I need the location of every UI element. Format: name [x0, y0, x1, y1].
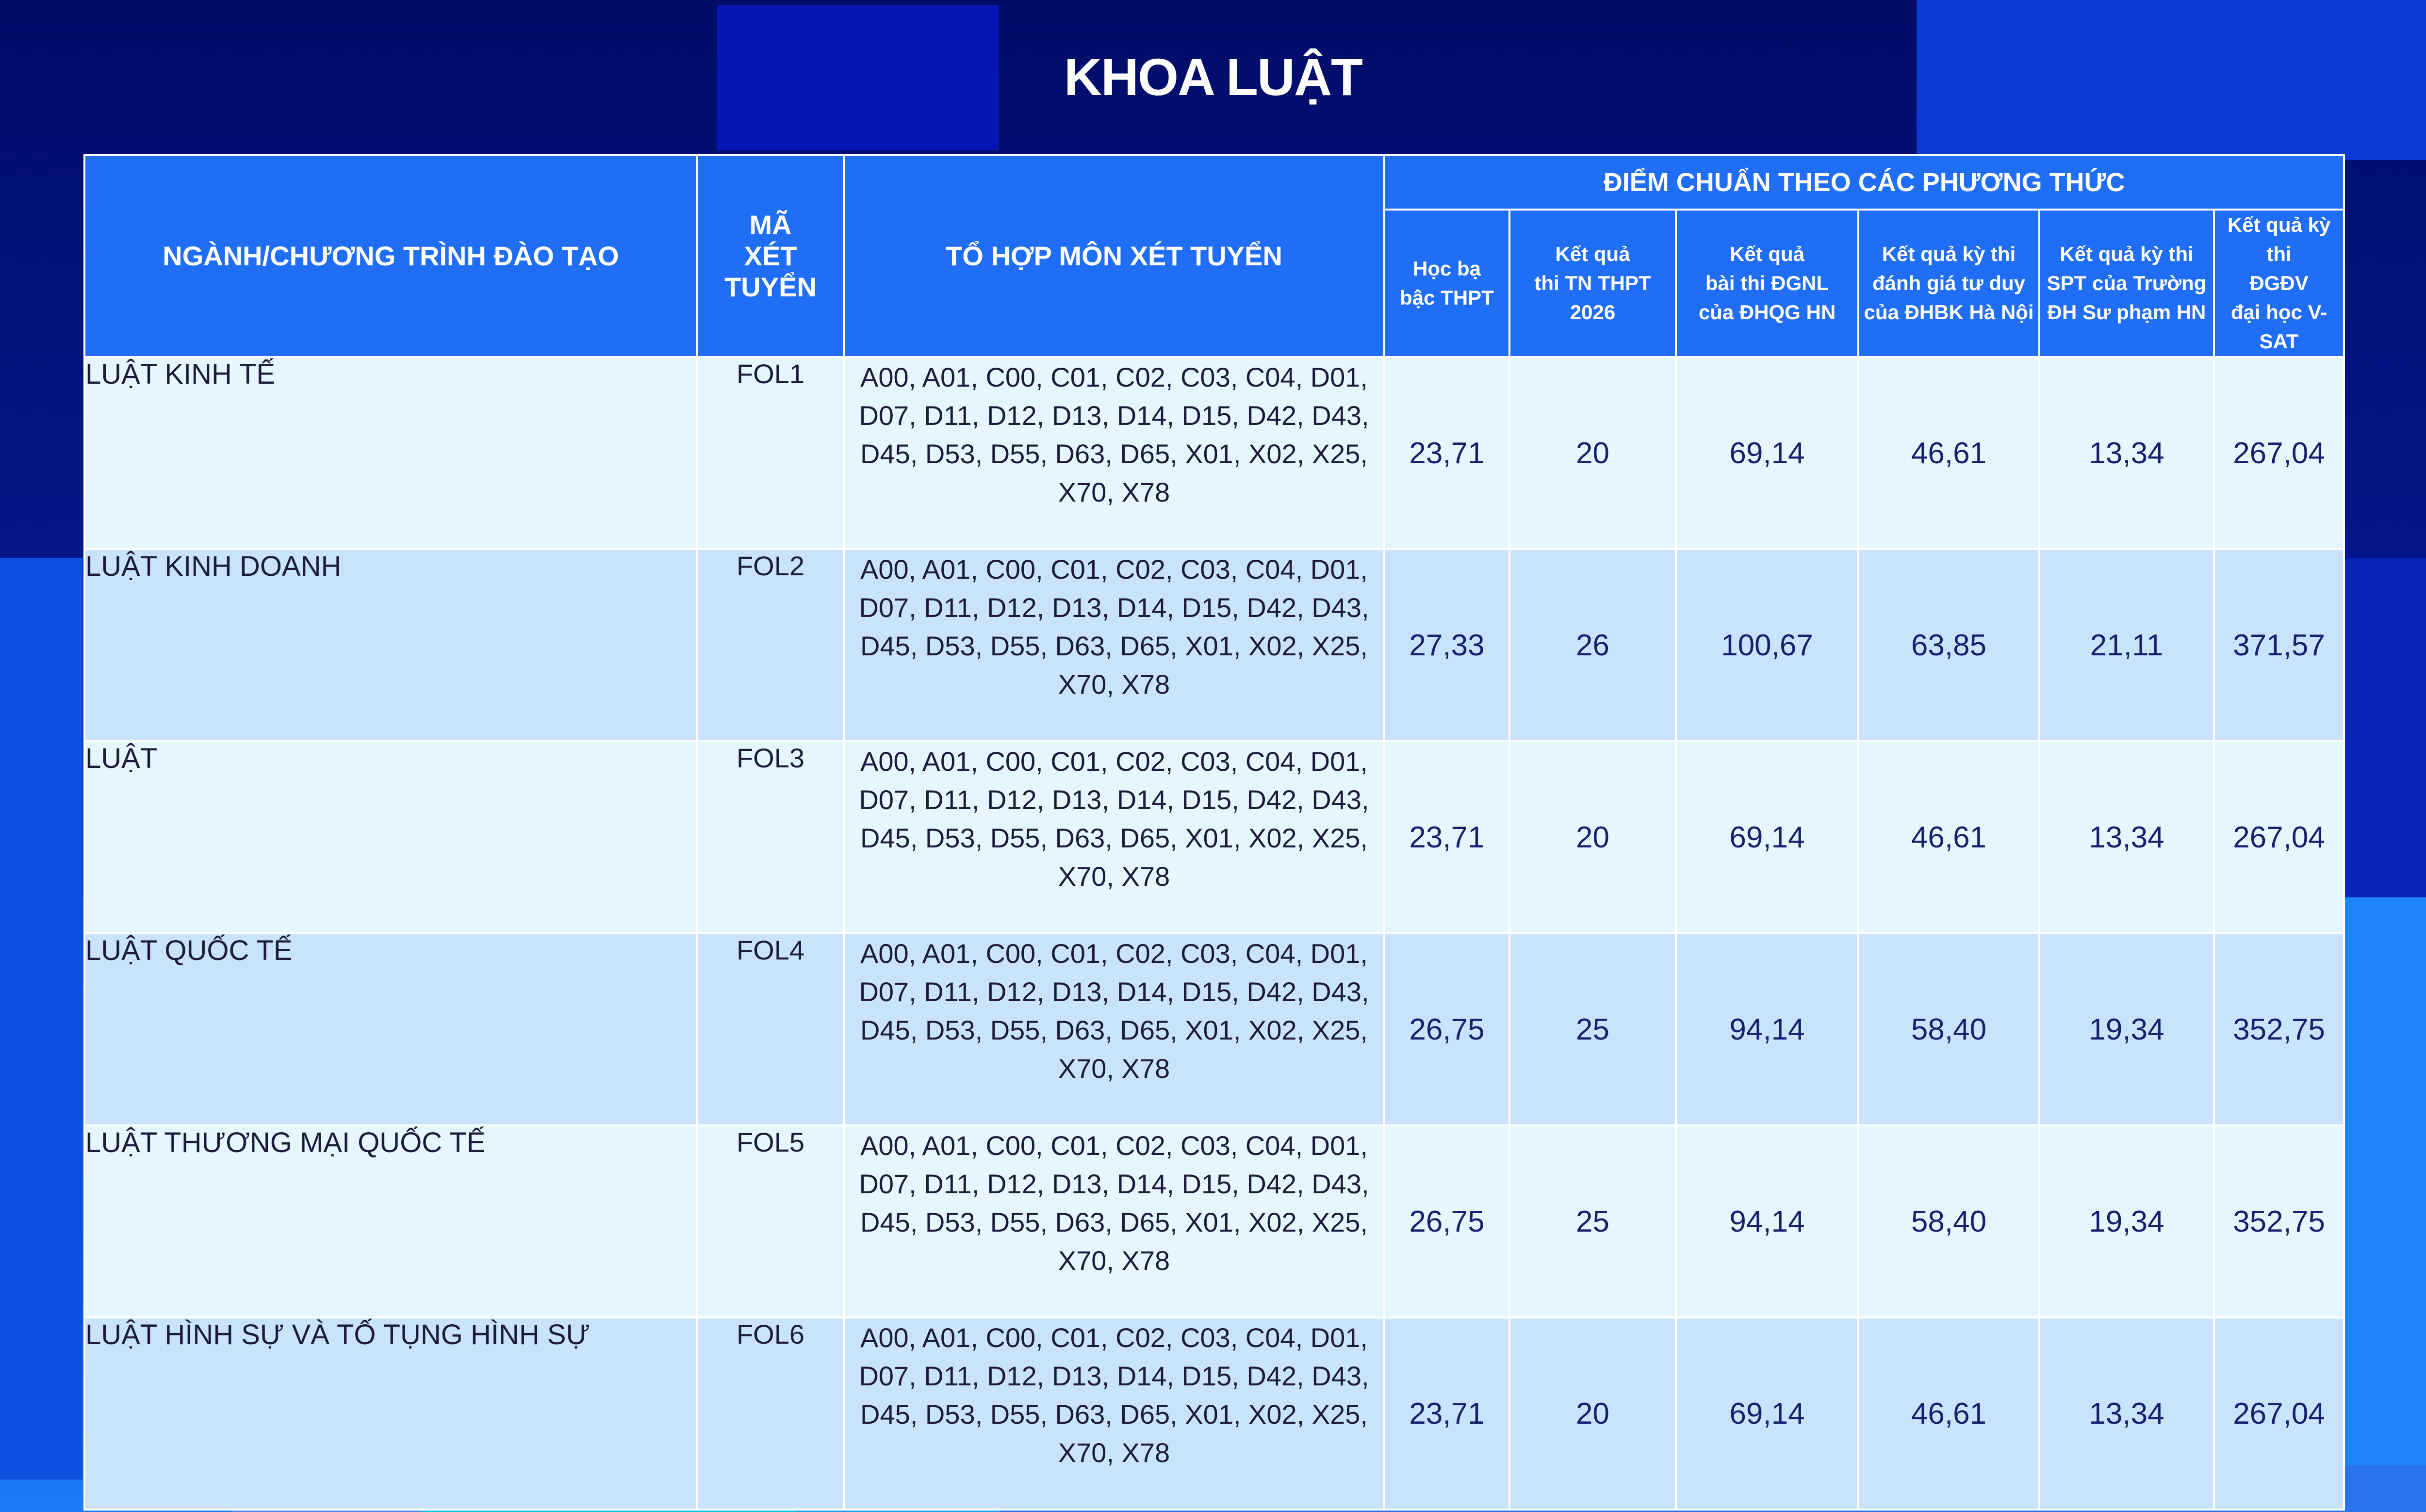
- combo-line: A00, A01, C00, C01, C02, C03, C04, D01,: [860, 554, 1368, 585]
- program-name: LUẬT QUỐC TẾ: [84, 933, 697, 1125]
- combo-line: A00, A01, C00, C01, C02, C03, C04, D01,: [860, 746, 1368, 777]
- score-cell: 46,61: [1858, 1317, 2039, 1510]
- combo-line: X70, X78: [1058, 669, 1170, 699]
- score-cell: 23,71: [1384, 741, 1509, 933]
- score-cell: 352,75: [2214, 1125, 2344, 1317]
- score-cell: 46,61: [1858, 357, 2039, 549]
- program-name: LUẬT KINH DOANH: [84, 549, 697, 741]
- score-cell: 69,14: [1676, 1317, 1858, 1510]
- score-cell: 23,71: [1384, 1317, 1509, 1510]
- combo-line: X70, X78: [1058, 1053, 1170, 1084]
- score-cell: 20: [1509, 1317, 1676, 1510]
- combo-line: D45, D53, D55, D63, D65, X01, X02, X25,: [860, 823, 1368, 853]
- subject-combos: [844, 549, 1384, 741]
- header-method: Học bạ bậc THPT: [1384, 210, 1509, 357]
- header-method: Kết quả kỳ thi SPT của Trường ĐH Sư phạm HN: [2039, 210, 2214, 357]
- combo-line: D07, D11, D12, D13, D14, D15, D42, D43,: [859, 976, 1369, 1007]
- score-cell: 371,57: [2214, 549, 2344, 741]
- table-row: [84, 357, 2344, 549]
- page-title: KHOA LUẬT: [1064, 48, 1362, 106]
- score-cell: 63,85: [1858, 549, 2039, 741]
- table-row: [84, 549, 2344, 741]
- score-cell: 19,34: [2039, 933, 2214, 1125]
- score-cell: 20: [1509, 357, 1676, 549]
- combo-line: D07, D11, D12, D13, D14, D15, D42, D43,: [859, 1169, 1369, 1199]
- program-code: FOL2: [697, 549, 844, 741]
- header-method: Kết quả bài thi ĐGNL của ĐHQG HN: [1676, 210, 1858, 357]
- header-method: Kết quả kỳ thi đánh giá tư duy của ĐHBK Hà Nội: [1858, 210, 2039, 357]
- program-name: LUẬT KINH TẾ: [84, 357, 697, 549]
- score-cell: 100,67: [1676, 549, 1858, 741]
- subject-combos: [844, 1125, 1384, 1317]
- score-cell: 20: [1509, 741, 1676, 933]
- table-row: [84, 1125, 2344, 1317]
- score-cell: 58,40: [1858, 1125, 2039, 1317]
- combo-line: D45, D53, D55, D63, D65, X01, X02, X25,: [860, 1015, 1368, 1045]
- score-cell: 27,33: [1384, 549, 1509, 741]
- score-cell: 267,04: [2214, 1317, 2344, 1510]
- header-method: Kết quả thi TN THPT 2026: [1509, 210, 1676, 357]
- combo-line: A00, A01, C00, C01, C02, C03, C04, D01,: [860, 1130, 1368, 1161]
- score-cell: 21,11: [2039, 549, 2214, 741]
- header-code: MÃ XÉT TUYỂN: [697, 155, 844, 357]
- program-code: FOL5: [697, 1125, 844, 1317]
- table-body: [84, 357, 2344, 1510]
- score-cell: 267,04: [2214, 741, 2344, 933]
- header-program: NGÀNH/CHƯƠNG TRÌNH ĐÀO TẠO: [84, 155, 697, 357]
- table-row: [84, 1317, 2344, 1510]
- combo-line: X70, X78: [1058, 1245, 1170, 1276]
- program-code: FOL3: [697, 741, 844, 933]
- header-method: Kết quả kỳ thi ĐGĐV đại học V-SAT: [2214, 210, 2344, 357]
- score-cell: 23,71: [1384, 357, 1509, 549]
- combo-line: D07, D11, D12, D13, D14, D15, D42, D43,: [859, 592, 1369, 623]
- header-score-methods: ĐIỂM CHUẨN THEO CÁC PHƯƠNG THỨC: [1384, 155, 2344, 210]
- subject-combos: [844, 357, 1384, 549]
- table-row: [84, 741, 2344, 933]
- combo-line: A00, A01, C00, C01, C02, C03, C04, D01,: [860, 938, 1368, 969]
- combo-line: D45, D53, D55, D63, D65, X01, X02, X25,: [860, 631, 1368, 661]
- program-code: FOL1: [697, 357, 844, 549]
- score-cell: 69,14: [1676, 357, 1858, 549]
- program-name: LUẬT HÌNH SỰ VÀ TỐ TỤNG HÌNH SỰ: [84, 1317, 697, 1510]
- subject-combos: [844, 1317, 1384, 1510]
- score-cell: 26,75: [1384, 933, 1509, 1125]
- score-cell: 46,61: [1858, 741, 2039, 933]
- score-cell: 267,04: [2214, 357, 2344, 549]
- program-code: FOL4: [697, 933, 844, 1125]
- combo-line: D07, D11, D12, D13, D14, D15, D42, D43,: [859, 1361, 1369, 1391]
- combo-line: D07, D11, D12, D13, D14, D15, D42, D43,: [859, 400, 1369, 431]
- score-cell: 352,75: [2214, 933, 2344, 1125]
- score-cell: 26,75: [1384, 1125, 1509, 1317]
- subject-combos: [844, 933, 1384, 1125]
- combo-line: X70, X78: [1058, 477, 1170, 507]
- combo-line: A00, A01, C00, C01, C02, C03, C04, D01,: [860, 362, 1368, 392]
- combo-line: D45, D53, D55, D63, D65, X01, X02, X25,: [860, 1399, 1368, 1430]
- admission-score-table: [83, 154, 2345, 1511]
- program-name: LUẬT: [84, 741, 697, 933]
- score-cell: 58,40: [1858, 933, 2039, 1125]
- combo-line: A00, A01, C00, C01, C02, C03, C04, D01,: [860, 1322, 1368, 1353]
- score-cell: 13,34: [2039, 741, 2214, 933]
- combo-line: X70, X78: [1058, 861, 1170, 892]
- header-subject-combos: TỔ HỢP MÔN XÉT TUYỂN: [844, 155, 1384, 357]
- combo-line: X70, X78: [1058, 1437, 1170, 1468]
- score-cell: 94,14: [1676, 933, 1858, 1125]
- score-cell: 13,34: [2039, 1317, 2214, 1510]
- program-name: LUẬT THƯƠNG MẠI QUỐC TẾ: [84, 1125, 697, 1317]
- program-code: FOL6: [697, 1317, 844, 1510]
- score-cell: 13,34: [2039, 357, 2214, 549]
- subject-combos: [844, 741, 1384, 933]
- combo-line: D07, D11, D12, D13, D14, D15, D42, D43,: [859, 784, 1369, 815]
- score-cell: 26: [1509, 549, 1676, 741]
- score-cell: 19,34: [2039, 1125, 2214, 1317]
- score-cell: 94,14: [1676, 1125, 1858, 1317]
- table-row: [84, 933, 2344, 1125]
- combo-line: D45, D53, D55, D63, D65, X01, X02, X25,: [860, 1207, 1368, 1237]
- combo-line: D45, D53, D55, D63, D65, X01, X02, X25,: [860, 439, 1368, 469]
- score-cell: 25: [1509, 933, 1676, 1125]
- score-cell: 25: [1509, 1125, 1676, 1317]
- score-cell: 69,14: [1676, 741, 1858, 933]
